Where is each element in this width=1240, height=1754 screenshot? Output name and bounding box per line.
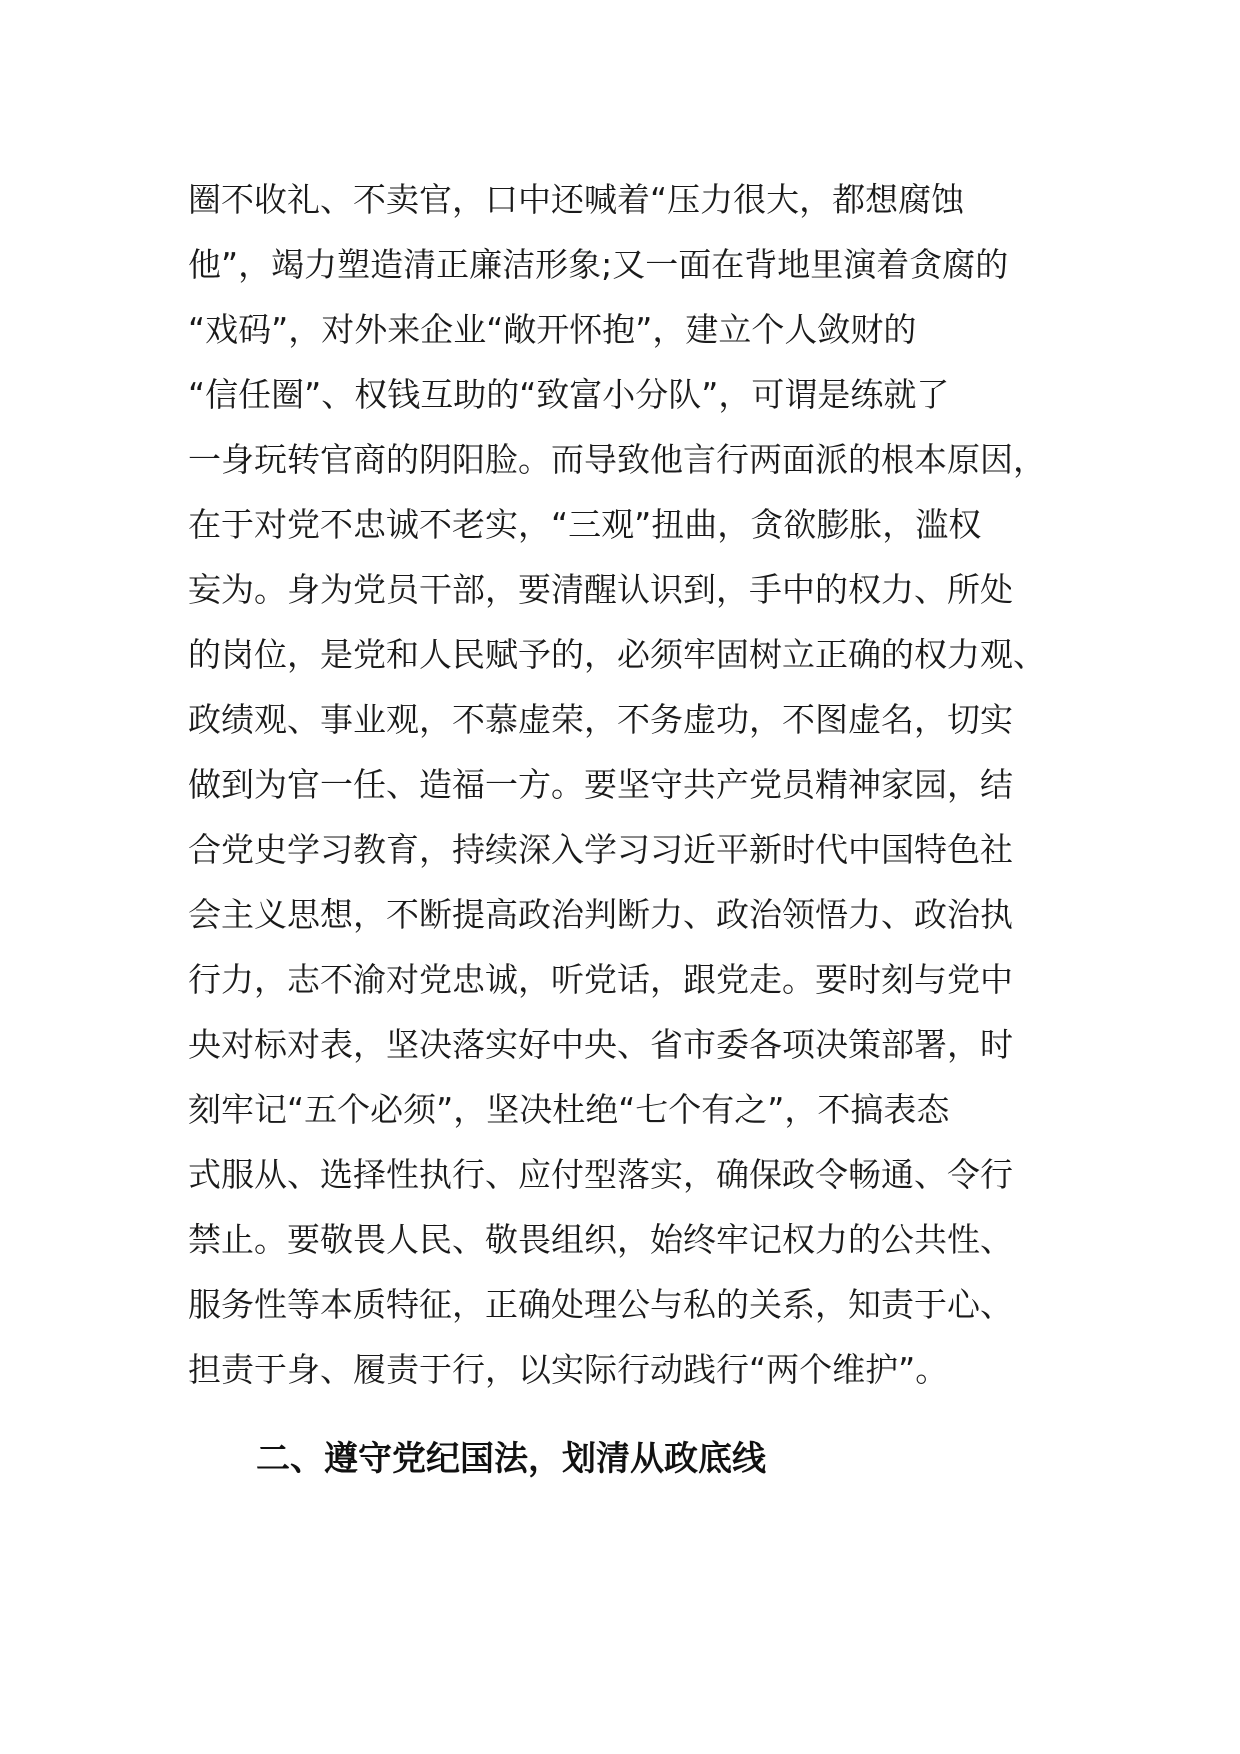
paragraph-line: 一身玩转官商的阴阳脸。而导致他言行两面派的根本原因， bbox=[188, 440, 1046, 479]
paragraph-line: 做到为官一任、造福一方。要坚守共产党员精神家园，结 bbox=[188, 765, 1013, 804]
paragraph-line: 在于对党不忠诚不老实，“三观”扭曲，贪欲膨胀，滥权 bbox=[188, 505, 982, 544]
paragraph-line: 式服从、选择性执行、应付型落实，确保政令畅通、令行 bbox=[188, 1155, 1013, 1194]
paragraph-line: 合党史学习教育，持续深入学习习近平新时代中国特色社 bbox=[188, 830, 1013, 869]
paragraph-line: 妄为。身为党员干部，要清醒认识到，手中的权力、所处 bbox=[188, 570, 1013, 609]
section-heading: 二、遵守党纪国法，划清从政底线 bbox=[256, 1439, 766, 1479]
body-paragraph bbox=[188, 167, 1068, 1402]
paragraph-line: 刻牢记“五个必须”，坚决杜绝“七个有之”，不搞表态 bbox=[188, 1090, 950, 1129]
paragraph-line: 会主义思想，不断提高政治判断力、政治领悟力、政治执 bbox=[188, 895, 1013, 934]
paragraph-line: 的岗位，是党和人民赋予的，必须牢固树立正确的权力观、 bbox=[188, 635, 1046, 674]
paragraph-line: 行力，志不渝对党忠诚，听党话，跟党走。要时刻与党中 bbox=[188, 960, 1013, 999]
paragraph-line: 禁止。要敬畏人民、敬畏组织，始终牢记权力的公共性、 bbox=[188, 1220, 1013, 1259]
paragraph-line: 担责于身、履责于行，以实际行动践行“两个维护”。 bbox=[188, 1350, 949, 1389]
paragraph-line: 服务性等本质特征，正确处理公与私的关系，知责于心、 bbox=[188, 1285, 1013, 1324]
paragraph-line: 圈不收礼、不卖官，口中还喊着“压力很大，都想腐蚀 bbox=[188, 180, 965, 219]
paragraph-line: 政绩观、事业观，不慕虚荣，不务虚功，不图虚名，切实 bbox=[188, 700, 1013, 739]
paragraph-line: “信任圈”、权钱互助的“致富小分队”，可谓是练就了 bbox=[188, 375, 950, 414]
paragraph-line: 央对标对表，坚决落实好中央、省市委各项决策部署，时 bbox=[188, 1025, 1013, 1064]
paragraph-line: “戏码”，对外来企业“敞开怀抱”，建立个人敛财的 bbox=[188, 310, 917, 349]
paragraph-line: 他”，竭力塑造清正廉洁形象;又一面在背地里演着贪腐的 bbox=[188, 245, 1009, 284]
